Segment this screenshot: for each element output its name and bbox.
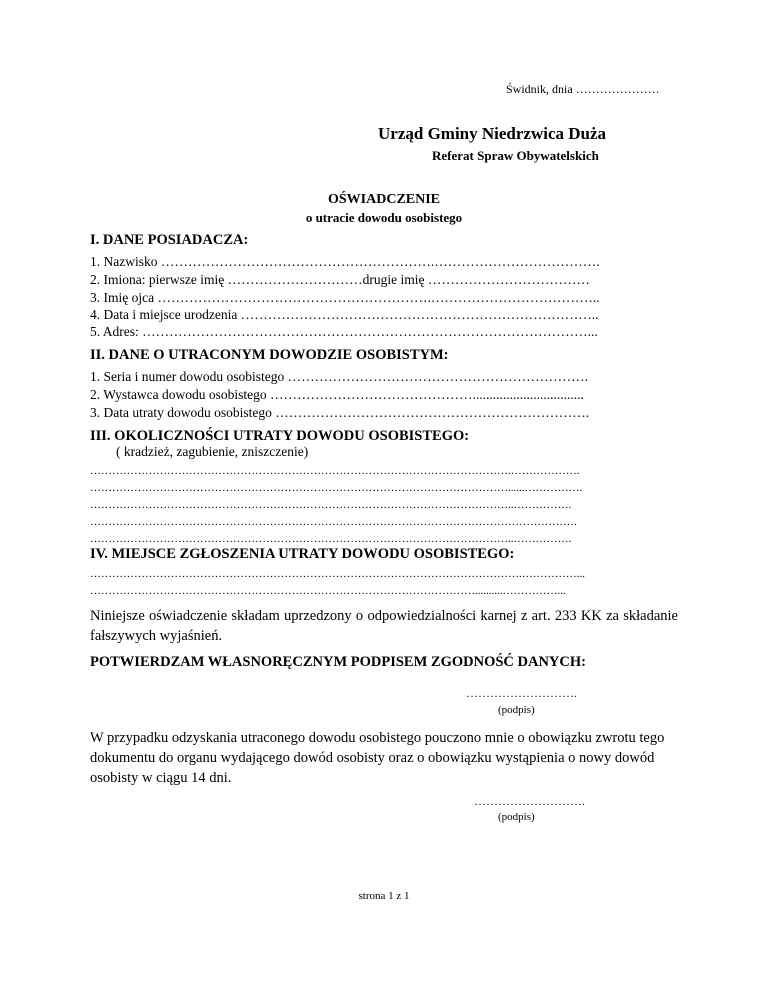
circumstances-line: ……………………………………………………………………………………………………………………. [90, 516, 577, 528]
confirmation-heading: POTWIERDZAM WŁASNORĘCZNYM PODPISEM ZGODNOŚĆ DANYCH: [90, 654, 586, 670]
field-surname: 1. Nazwisko …………………………………………………….………………………………. [90, 254, 600, 269]
report-place-line: ……………………………………………………………………………………………………….……………... [90, 568, 585, 580]
document-subtitle: o utracie dowodu osobistego [305, 210, 463, 225]
document-title: OŚWIADCZENIE [327, 192, 441, 207]
section-2-heading: II. DANE O UTRACONYM DOWODZIE OSOBISTYM: [90, 347, 449, 363]
section-1-heading: I. DANE POSIADACZA: [90, 232, 249, 248]
field-address: 5. Adres: ………………………………………………………………………………………... [90, 324, 598, 339]
circumstances-line: ……………………………………………………………………………………………………..……………. [90, 499, 572, 511]
field-id-number: 1. Seria i numer dowodu osobistego …………………………………………………………. [90, 369, 588, 384]
field-loss-date: 3. Data utraty dowodu osobistego ……………………………………………………………. [90, 405, 590, 420]
field-id-issuer: 2. Wystawca dowodu osobistego ………………………………………................................. [90, 387, 584, 402]
field-father-name: 3. Imię ojca …………………………………………………….……………………………….. [90, 290, 600, 305]
circumstances-line: ……………………………………………………………………………………………………......……………. [90, 482, 583, 494]
date-line: Świdnik, dnia ………………… [506, 82, 660, 96]
page-number: strona 1 z 1 [358, 890, 410, 902]
department-name: Referat Spraw Obywatelskich [432, 148, 599, 163]
circumstances-line: …………………………………………………………………………………………………….………………. [90, 465, 580, 477]
circumstances-line: ……………………………………………………………………………………………………..……………. [90, 533, 572, 545]
signature-label: (podpis) [498, 811, 535, 823]
report-place-line: ……………………………………………………………………………………………..........……………... [90, 585, 566, 597]
signature-line: ………………………. [466, 686, 577, 700]
signature-line: ………………………. [474, 794, 585, 808]
office-name: Urząd Gminy Niedrzwica Duża [378, 124, 607, 143]
declaration-text: Niniejsze oświadczenie składam uprzedzony o odpowiedzialności karnej z art. 233 KK za składanie fałszywych wyjaśnień. [90, 608, 678, 644]
recovery-note: W przypadku odzyskania utraconego dowodu osobistego pouczono mnie o obowiązku zwrotu tego dokumentu do organu wydającego dowód osobisty oraz o obowiązku wystąpienia o nowy dowód osobisty w ciągu 14 dni. [90, 730, 665, 786]
field-first-names: 2. Imiona: pierwsze imię …………………………drugie imię ……………………………… [90, 272, 590, 287]
circumstances-note: ( kradzież, zagubienie, zniszczenie) [116, 444, 309, 459]
section-3-heading: III. OKOLICZNOŚCI UTRATY DOWODU OSOBISTEGO: [90, 428, 470, 444]
field-birth-date-place: 4. Data i miejsce urodzenia …………………………………………………………………….. [90, 307, 599, 322]
signature-label: (podpis) [498, 704, 535, 716]
section-4-heading: IV. MIEJSCE ZGŁOSZENIA UTRATY DOWODU OSOBISTEGO: [90, 546, 515, 562]
